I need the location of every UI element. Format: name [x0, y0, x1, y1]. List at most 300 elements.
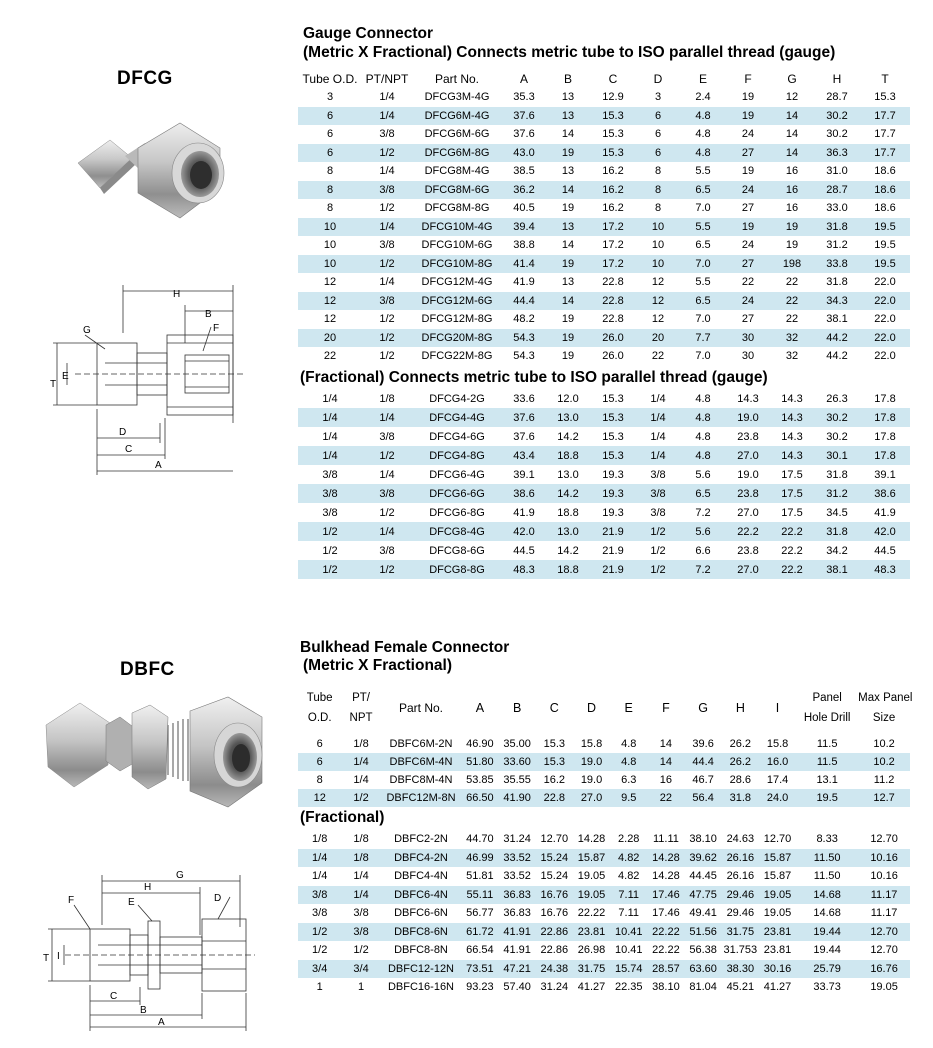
dfcg-label-b: B [205, 309, 212, 320]
table-cell: 17.8 [874, 392, 896, 405]
table-cell: 14.28 [577, 833, 606, 846]
table-cell: 22.86 [536, 923, 573, 942]
table-cell: 1/4 [650, 430, 666, 443]
table-cell: 19 [561, 202, 575, 215]
table-cell: 6.5 [695, 239, 711, 252]
dbfc-label-d: D [214, 893, 222, 904]
table-cell: 14 [770, 107, 814, 126]
table-cell: DFCG6-8G [429, 506, 485, 519]
table-row [298, 503, 910, 522]
table-cell: 19.5 [860, 255, 910, 274]
table-cell: 11.2 [873, 774, 895, 786]
col-header: O.D. [307, 712, 332, 724]
table-cell: 10.16 [858, 849, 910, 868]
table-cell: 19.5 [796, 789, 858, 807]
table-cell: 48.2 [513, 313, 535, 326]
table-cell: 19 [546, 255, 590, 274]
table-cell: 48.3 [502, 560, 546, 579]
table-cell: 19.0 [573, 753, 610, 771]
table-cell: 44.2 [814, 329, 860, 348]
table-cell: 1/4 [362, 218, 412, 237]
table-cell: 19.44 [796, 923, 858, 942]
table-cell: 4.82 [618, 870, 640, 883]
table-cell: DFCG4-8G [412, 446, 502, 465]
dfcg-photo-shape [78, 123, 224, 218]
col-header: Max Panel [858, 692, 913, 704]
table-cell: DBFC8-8N [394, 944, 448, 957]
table-cell: 26.2 [729, 738, 752, 750]
table-cell: 15.74 [610, 960, 647, 979]
dbfc-metric-table [298, 735, 910, 807]
dfcg-label-a: A [155, 460, 162, 471]
col-header: B [563, 72, 572, 86]
table-cell: DBFC8M-4N [389, 774, 453, 786]
table-cell: 28.57 [647, 960, 684, 979]
table-cell: 21.9 [602, 544, 624, 557]
table-cell: 19.3 [602, 468, 624, 481]
dbfc-subtitle: (Metric X Fractional) [303, 657, 452, 674]
table-row [298, 389, 910, 408]
table-cell: 17.46 [647, 886, 684, 905]
table-cell: 7.0 [695, 202, 711, 215]
table-cell: 28.7 [826, 91, 848, 104]
table-row [298, 292, 910, 311]
table-cell: 23.8 [737, 544, 759, 557]
table-cell: 27 [726, 144, 770, 163]
table-cell: 37.6 [513, 128, 535, 141]
table-cell: 14 [561, 239, 575, 252]
table-cell: DFCG20M-8G [412, 329, 502, 348]
table-cell: 26.98 [577, 944, 606, 957]
table-cell: 3/8 [341, 923, 380, 942]
dfcg-subtitle: (Metric X Fractional) Connects metric tube to ISO parallel thread (gauge) [303, 44, 836, 61]
dfcg-label-g: G [83, 325, 91, 336]
col-header: C [549, 701, 559, 715]
table-cell: 4.8 [695, 392, 711, 405]
table-cell: 5.6 [695, 468, 711, 481]
table-cell: 8 [326, 202, 334, 215]
table-cell: 22 [647, 789, 684, 807]
table-cell: 15.3 [543, 738, 566, 750]
table-cell: 18.6 [874, 202, 896, 215]
col-header: Hole Drill [803, 712, 851, 724]
table-cell: DBFC6M-2N [389, 738, 453, 750]
col-header: D [653, 72, 663, 86]
table-cell: 19 [741, 91, 755, 104]
col-header: E [698, 72, 707, 86]
table-cell: 66.54 [466, 944, 494, 957]
table-cell: 12 [651, 313, 665, 326]
table-cell: 1/4 [341, 886, 380, 905]
table-cell: 21.9 [590, 522, 636, 541]
table-cell: 54.3 [502, 329, 546, 348]
table-row [298, 978, 910, 997]
table-cell: 1/4 [298, 408, 362, 427]
table-cell: 19.3 [602, 506, 624, 519]
table-cell: 15.3 [602, 128, 624, 141]
table-cell: 6 [316, 738, 323, 750]
table-cell: 3/8 [650, 468, 666, 481]
table-cell: 1/2 [298, 923, 341, 942]
table-cell: 20 [298, 329, 362, 348]
table-cell: 27 [726, 255, 770, 274]
table-cell: 32 [770, 329, 814, 348]
table-cell: 3/8 [322, 506, 338, 519]
table-cell: 6.6 [695, 544, 711, 557]
table-cell: DFCG4-2G [429, 392, 485, 405]
table-cell: 14.68 [796, 886, 858, 905]
table-cell: DBFC12M-8N [381, 789, 462, 807]
table-cell: 19.5 [860, 218, 910, 237]
dbfc-label-c: C [110, 991, 118, 1002]
table-row [298, 199, 910, 218]
table-cell: 6 [654, 128, 662, 141]
table-cell: 43.4 [502, 446, 546, 465]
table-cell: 19 [561, 350, 575, 363]
table-cell: 6.5 [680, 181, 726, 200]
table-cell: 39.1 [513, 468, 535, 481]
table-cell: 1/8 [341, 849, 380, 868]
table-cell: 19 [546, 144, 590, 163]
table-cell: 16 [770, 181, 814, 200]
table-cell: 1/2 [362, 329, 412, 348]
table-cell: 6 [298, 107, 362, 126]
table-cell: 10 [636, 255, 680, 274]
table-cell: DBFC4-2N [381, 849, 462, 868]
table-cell: 31.8 [826, 276, 848, 289]
table-cell: 26.0 [590, 329, 636, 348]
col-header: C [608, 72, 618, 86]
table-cell: 41.91 [503, 944, 531, 957]
table-cell: 16 [785, 202, 799, 215]
table-cell: 3/8 [379, 128, 395, 141]
dfcg-label-c: C [125, 444, 133, 455]
table-cell: 11.5 [796, 753, 858, 771]
table-cell: 1/4 [353, 870, 369, 883]
table-cell: 12 [323, 276, 337, 289]
table-cell: 13.0 [557, 468, 579, 481]
table-cell: 1/2 [636, 560, 680, 579]
table-cell: 22.8 [536, 789, 573, 807]
table-cell: 12 [651, 276, 665, 289]
table-row [298, 771, 910, 789]
table-cell: DFCG22M-8G [421, 350, 493, 363]
table-cell: 19.05 [870, 981, 898, 994]
table-cell: 38.6 [860, 484, 910, 503]
table-cell: 51.81 [466, 870, 494, 883]
table-cell: 22.0 [874, 276, 896, 289]
table-cell: 42.0 [860, 522, 910, 541]
table-cell: 4.8 [621, 738, 637, 750]
table-cell: 13 [561, 91, 575, 104]
table-cell: 5.5 [695, 276, 711, 289]
table-cell: 4.8 [680, 107, 726, 126]
table-cell: 31.0 [826, 165, 848, 178]
table-cell: 31.24 [540, 981, 569, 994]
table-row [298, 465, 910, 484]
table-cell: 66.50 [461, 789, 498, 807]
table-cell: 15.3 [536, 753, 573, 771]
table-cell: 16.2 [543, 774, 566, 786]
dbfc-header-row-1 [298, 688, 910, 708]
dbfc-label-b: B [140, 1005, 147, 1016]
table-cell: DFCG6M-8G [412, 144, 502, 163]
table-cell: 19.5 [874, 239, 896, 252]
table-cell: 6.5 [680, 484, 726, 503]
table-cell: 12.70 [870, 944, 898, 957]
table-cell: 6 [298, 144, 362, 163]
table-cell: 15.3 [590, 144, 636, 163]
table-cell: 56.4 [685, 789, 722, 807]
table-cell: 63.60 [685, 960, 722, 979]
table-cell: 33.52 [503, 870, 531, 883]
table-cell: 35.00 [503, 738, 531, 750]
table-cell: 19 [726, 107, 770, 126]
table-cell: 24 [741, 239, 755, 252]
table-cell: 19.05 [763, 907, 792, 920]
table-cell: 34.5 [826, 506, 848, 519]
table-cell: 7.0 [695, 313, 711, 326]
table-cell: 45.21 [726, 981, 755, 994]
table-cell: 31.24 [503, 833, 531, 846]
col-header: I [775, 701, 780, 715]
table-cell: 12 [298, 789, 341, 807]
table-cell: 51.56 [685, 923, 722, 942]
table-cell: 17.5 [770, 484, 814, 503]
table-cell: 6 [298, 753, 341, 771]
table-cell: 6 [326, 128, 334, 141]
table-cell: 38.1 [814, 560, 860, 579]
table-row [298, 904, 910, 923]
table-cell: 22.22 [652, 944, 680, 957]
table-cell: 8 [636, 181, 680, 200]
table-cell: 1/4 [341, 753, 380, 771]
table-cell: 1/2 [362, 560, 412, 579]
dbfc-label-i: I [57, 951, 60, 962]
table-cell: 24 [741, 128, 755, 141]
table-cell: 55.11 [461, 886, 498, 905]
table-cell: DFCG6-6G [412, 484, 502, 503]
table-cell: 47.21 [499, 960, 536, 979]
table-cell: 1 [357, 981, 365, 994]
table-cell: 33.73 [813, 981, 841, 994]
table-row [298, 427, 910, 446]
table-cell: 53.85 [466, 774, 494, 786]
table-cell: 19 [785, 239, 799, 252]
table-cell: 1/2 [362, 144, 412, 163]
table-cell: 10.41 [614, 944, 643, 957]
table-cell: DFCG6-4G [429, 468, 485, 481]
table-cell: 1/2 [379, 350, 395, 363]
table-cell: 18.8 [546, 560, 590, 579]
table-row [298, 735, 910, 753]
table-row [298, 273, 910, 292]
table-cell: 12 [636, 292, 680, 311]
table-cell: 2.4 [695, 91, 711, 104]
table-cell: 5.5 [695, 165, 711, 178]
table-cell: 14 [546, 181, 590, 200]
table-cell: 7.2 [695, 506, 711, 519]
table-cell: 8 [326, 165, 334, 178]
table-row [298, 347, 910, 366]
table-cell: 23.81 [573, 923, 610, 942]
table-cell: 1/2 [362, 446, 412, 465]
table-cell: 12.9 [602, 91, 624, 104]
table-cell: 17.7 [874, 128, 896, 141]
table-cell: 24.38 [536, 960, 573, 979]
table-cell: 41.27 [577, 981, 606, 994]
table-cell: DBFC8-6N [381, 923, 462, 942]
table-cell: 10 [636, 218, 680, 237]
col-header: A [519, 72, 528, 86]
table-cell: 1/4 [379, 276, 395, 289]
table-cell: 17.2 [590, 255, 636, 274]
table-cell: 14 [647, 753, 684, 771]
table-cell: 6.5 [680, 292, 726, 311]
table-cell: DFCG8M-6G [412, 181, 502, 200]
dbfc-fractional-table [298, 830, 910, 997]
table-cell: 1/2 [362, 255, 412, 274]
table-cell: 40.5 [513, 202, 535, 215]
table-cell: 13 [546, 218, 590, 237]
table-cell: 1/2 [650, 544, 666, 557]
table-cell: DFCG3M-4G [424, 91, 490, 104]
table-cell: 22.0 [874, 350, 896, 363]
dfcg-fractional-title: (Fractional) Connects metric tube to ISO parallel thread (gauge) [300, 369, 768, 386]
table-cell: 30.16 [759, 960, 796, 979]
table-cell: 38.30 [722, 960, 759, 979]
table-cell: 22 [323, 350, 337, 363]
table-cell: 26.0 [602, 350, 624, 363]
table-cell: 14 [770, 144, 814, 163]
table-cell: 3/8 [650, 506, 666, 519]
table-cell: DBFC12-12N [381, 960, 462, 979]
table-cell: 42.0 [502, 522, 546, 541]
table-cell: 37.6 [502, 408, 546, 427]
table-cell: 28.7 [814, 181, 860, 200]
table-cell: DFCG10M-4G [412, 218, 502, 237]
table-cell: 15.87 [759, 849, 796, 868]
col-header: Size [872, 712, 896, 724]
table-cell: 17.4 [766, 774, 789, 786]
table-cell: 44.4 [685, 753, 722, 771]
table-cell: 41.91 [499, 923, 536, 942]
dfcg-label-d: D [119, 427, 127, 438]
table-cell: 3/8 [362, 484, 412, 503]
table-cell: 47.75 [685, 886, 722, 905]
table-cell: 14.3 [770, 446, 814, 465]
table-cell: 23.81 [759, 923, 796, 942]
table-cell: 17.5 [781, 468, 803, 481]
table-cell: 10 [323, 239, 337, 252]
table-cell: 39.6 [692, 738, 714, 750]
table-row [298, 446, 910, 465]
table-cell: 22 [741, 276, 755, 289]
table-cell: 21.9 [590, 560, 636, 579]
table-row [298, 218, 910, 237]
table-cell: 22 [785, 313, 799, 326]
table-cell: 43.0 [502, 144, 546, 163]
table-row [298, 144, 910, 163]
table-cell: 14 [785, 128, 799, 141]
table-cell: 16.2 [602, 202, 624, 215]
table-cell: 19.0 [737, 468, 759, 481]
table-cell: 35.55 [503, 774, 531, 786]
table-cell: 7.11 [610, 886, 647, 905]
dbfc-label-h: H [144, 882, 152, 893]
table-row [298, 560, 910, 579]
table-cell: 7.0 [695, 350, 711, 363]
table-cell: 12.70 [858, 923, 910, 942]
table-cell: 17.7 [860, 144, 910, 163]
table-cell: 4.8 [680, 144, 726, 163]
table-cell: 1/4 [322, 392, 338, 405]
table-row [298, 849, 910, 868]
table-cell: 31.75 [722, 923, 759, 942]
table-cell: 19.0 [726, 408, 770, 427]
table-cell: 14.2 [557, 430, 579, 443]
table-cell: 19 [770, 218, 814, 237]
table-cell: DFCG8M-8G [424, 202, 490, 215]
table-cell: 13 [561, 165, 575, 178]
table-cell: 23.8 [737, 430, 759, 443]
table-cell: 3/8 [322, 468, 338, 481]
table-cell: 39.4 [502, 218, 546, 237]
table-cell: 3/8 [379, 239, 395, 252]
table-cell: 198 [770, 255, 814, 274]
col-header: D [587, 701, 597, 715]
table-cell: 81.04 [689, 981, 717, 994]
dfcg-technical-drawing [45, 283, 255, 493]
table-cell: 30.2 [814, 408, 860, 427]
table-cell: 11.17 [870, 907, 898, 920]
table-cell: 3/8 [379, 544, 395, 557]
table-cell: 12.70 [763, 833, 792, 846]
dfcg-metric-table [298, 70, 910, 366]
col-header: E [624, 701, 633, 715]
table-cell: 34.3 [814, 292, 860, 311]
table-row [298, 181, 910, 200]
table-cell: 17.7 [860, 107, 910, 126]
table-cell: 19 [741, 165, 755, 178]
table-cell: 4.8 [610, 753, 647, 771]
table-row [298, 88, 910, 107]
table-cell: 31.753 [723, 944, 758, 957]
table-cell: 31.8 [826, 468, 848, 481]
table-cell: 27 [741, 313, 755, 326]
table-cell: 73.51 [461, 960, 498, 979]
col-header: H [735, 701, 745, 715]
table-cell: 8 [654, 202, 662, 215]
table-cell: 1/2 [379, 313, 395, 326]
table-cell: DFCG6M-4G [412, 107, 502, 126]
table-cell: 12.7 [858, 789, 910, 807]
table-cell: 15.3 [602, 392, 624, 405]
table-cell: 17.2 [602, 239, 624, 252]
dfcg-label-h: H [173, 289, 181, 300]
table-cell: 93.23 [466, 981, 494, 994]
table-cell: 19.05 [573, 886, 610, 905]
table-cell: 22.35 [614, 981, 643, 994]
table-cell: 3/4 [298, 960, 341, 979]
table-cell: 1/4 [636, 446, 680, 465]
table-row [298, 329, 910, 348]
table-cell: 44.5 [513, 544, 535, 557]
table-row [298, 236, 910, 255]
table-cell: 27.0 [726, 446, 770, 465]
table-cell: 33.52 [499, 849, 536, 868]
table-cell: 38.10 [652, 981, 680, 994]
